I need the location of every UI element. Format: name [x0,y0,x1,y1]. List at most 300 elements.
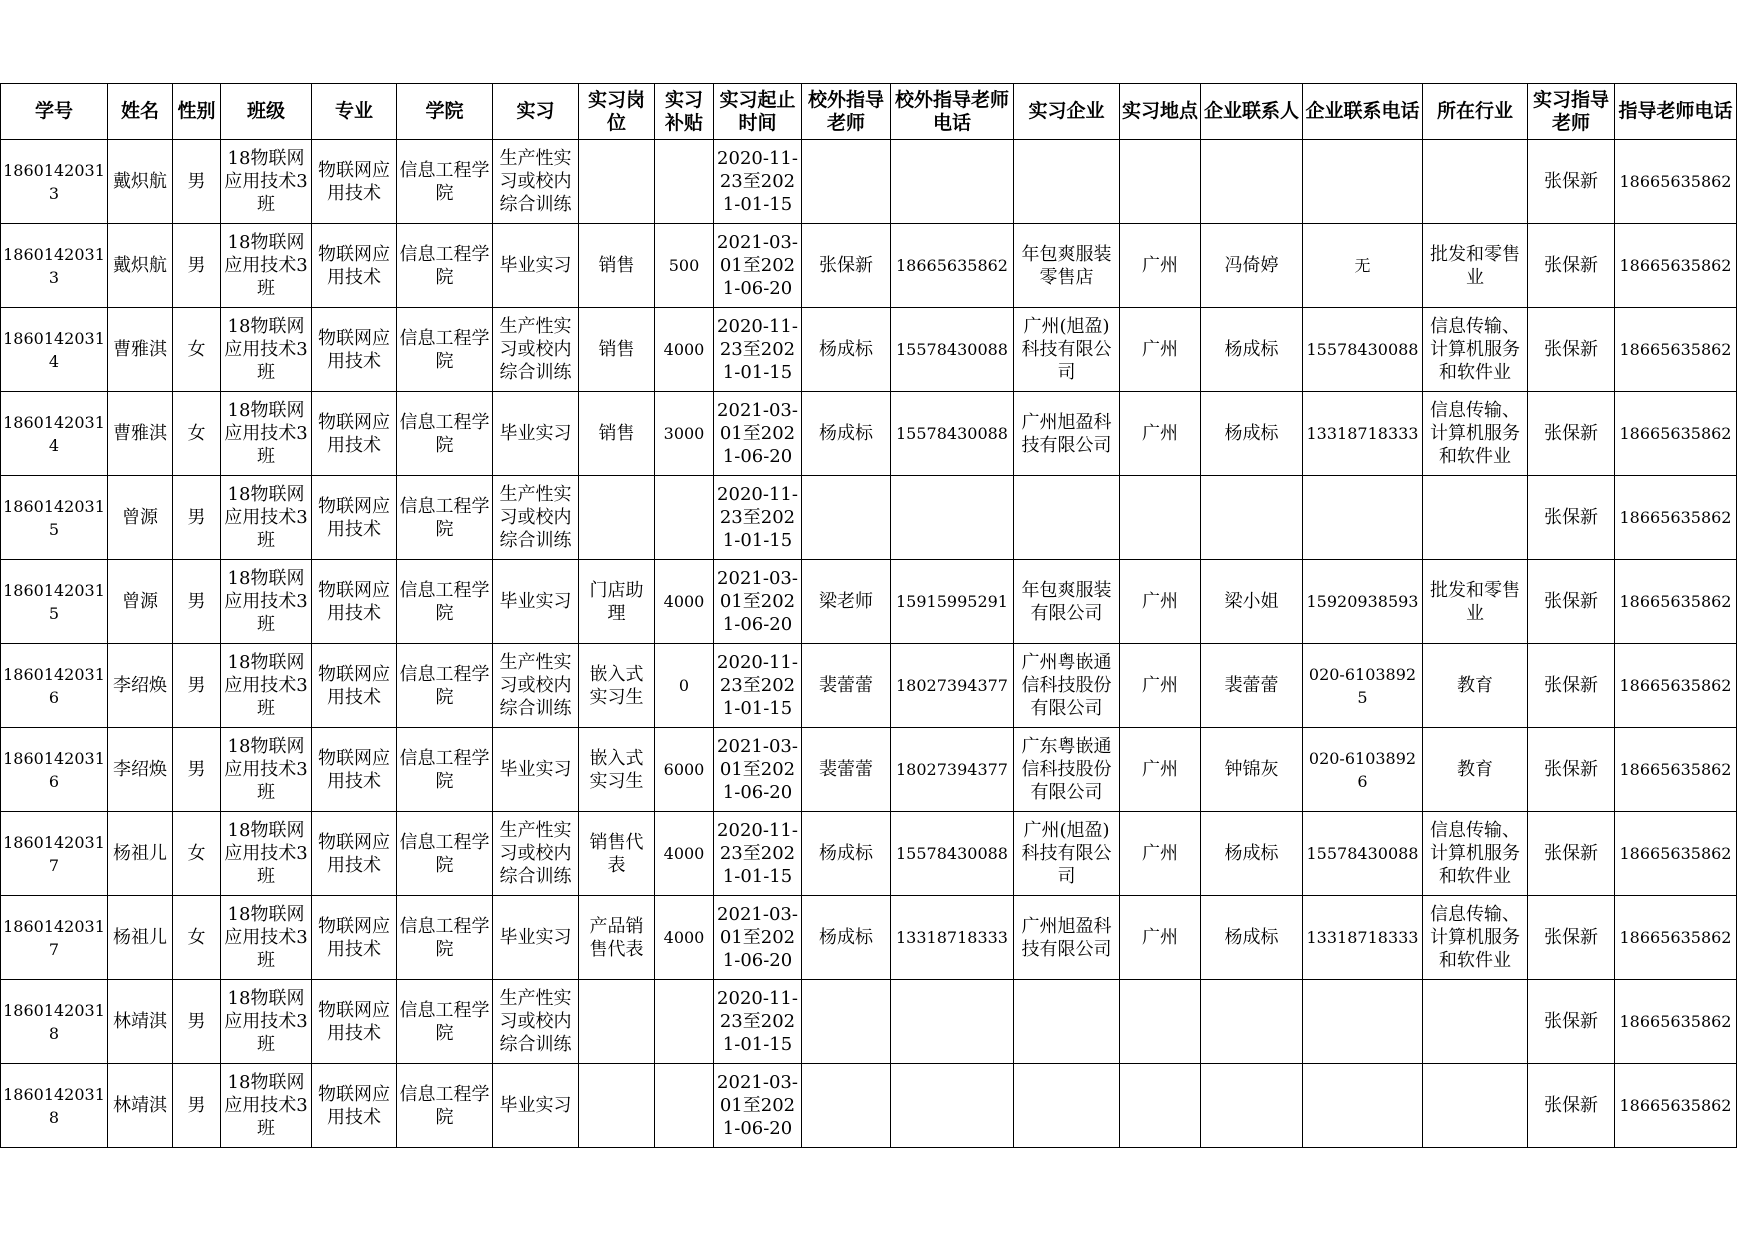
cell-supervisor-phone [1615,476,1737,560]
cell-internship-type [493,476,579,560]
cell-text: 男 [187,759,206,780]
cell-company-contact [1201,308,1303,392]
internship-sheet [0,83,1737,1148]
cell-internship-location [1120,308,1201,392]
cell-internship-period [714,728,802,812]
header-label: 班级 [246,100,285,122]
cell-internship-position [579,980,655,1064]
cell-internship-subsidy [655,560,714,644]
cell-text: 物联网应用技术 [318,915,390,960]
cell-text: 杨祖儿 [113,843,167,864]
table-row [1,644,1737,728]
cell-text: 曾源 [122,591,158,612]
cell-text: 信息工程学院 [399,327,490,372]
cell-text: 生产性实习或校内综合训练 [499,988,572,1055]
cell-company-contact-phone [1303,896,1423,980]
cell-text: 18601420314 [3,412,105,455]
cell-student-id [1,1064,108,1148]
cell-gender [173,476,221,560]
cell-student-id [1,728,108,812]
cell-student-id [1,644,108,728]
cell-internship-subsidy [655,476,714,560]
cell-text: 18665635862 [1619,424,1732,443]
cell-text: 广州 [1142,675,1178,696]
cell-text: 生产性实习或校内综合训练 [499,484,572,551]
cell-text: 毕业实习 [499,591,572,612]
cell-company-contact-phone [1303,1064,1423,1148]
cell-text: 男 [187,591,206,612]
cell-internship-position [579,308,655,392]
cell-internship-company [1014,560,1120,644]
cell-text: 18665635862 [1619,256,1732,275]
cell-industry [1423,1064,1528,1148]
cell-internship-company [1014,812,1120,896]
table-row [1,476,1737,560]
cell-gender [173,224,221,308]
cell-college [397,308,493,392]
cell-external-supervisor [802,560,891,644]
cell-text: 教育 [1457,675,1493,696]
cell-external-supervisor [802,1064,891,1148]
cell-student-id [1,308,108,392]
cell-text: 18665635862 [1619,1012,1732,1031]
cell-internship-company [1014,140,1120,224]
internship-table [0,83,1737,1148]
cell-text: 18601420313 [3,244,105,287]
cell-text: 杨成标 [819,423,873,444]
cell-student-id [1,812,108,896]
cell-text: 男 [187,1095,206,1116]
cell-external-supervisor [802,224,891,308]
cell-company-contact-phone [1303,644,1423,728]
cell-text: 销售 [598,423,635,444]
cell-supervisor-phone [1615,308,1737,392]
header-class [221,84,312,140]
cell-text: 信息工程学院 [399,1083,490,1128]
cell-name [108,896,173,980]
cell-text: 物联网应用技术 [318,831,390,876]
cell-external-supervisor [802,140,891,224]
cell-class [221,896,312,980]
cell-external-supervisor-phone [891,392,1014,476]
cell-text: 13318718333 [896,928,1008,947]
cell-text: 无 [1354,256,1371,275]
cell-text: 2021-03-01至2021-06-20 [717,400,798,467]
cell-text: 15578430088 [896,844,1008,863]
cell-text: 18027394377 [896,676,1008,695]
cell-text: 18物联网应用技术3班 [224,988,308,1055]
cell-text: 林靖淇 [113,1095,167,1116]
cell-student-id [1,980,108,1064]
header-row [1,84,1737,140]
cell-text: 18物联网应用技术3班 [224,736,308,803]
cell-internship-supervisor [1528,476,1615,560]
cell-internship-company [1014,224,1120,308]
cell-text: 物联网应用技术 [318,579,390,624]
cell-supervisor-phone [1615,224,1737,308]
cell-text: 18601420316 [3,748,105,791]
cell-company-contact-phone [1303,224,1423,308]
table-row [1,812,1737,896]
cell-internship-type [493,728,579,812]
header-label: 学号 [34,100,73,122]
cell-name [108,476,173,560]
cell-class [221,224,312,308]
cell-industry [1423,896,1528,980]
cell-text: 020-61038926 [1308,748,1417,791]
cell-text: 信息工程学院 [399,495,490,540]
cell-major [312,896,397,980]
cell-text: 6000 [663,760,705,779]
cell-industry [1423,728,1528,812]
header-label: 企业联系电话 [1305,100,1420,122]
cell-external-supervisor [802,728,891,812]
cell-external-supervisor [802,308,891,392]
cell-supervisor-phone [1615,392,1737,476]
cell-internship-type [493,140,579,224]
header-label: 指导老师电话 [1618,100,1733,122]
table-header [1,84,1737,140]
cell-company-contact-phone [1303,308,1423,392]
cell-name [108,644,173,728]
cell-text: 信息工程学院 [399,159,490,204]
cell-internship-position [579,812,655,896]
cell-external-supervisor-phone [891,812,1014,896]
cell-college [397,140,493,224]
cell-company-contact [1201,560,1303,644]
cell-company-contact [1201,392,1303,476]
cell-internship-location [1120,560,1201,644]
cell-gender [173,896,221,980]
cell-major [312,980,397,1064]
cell-text: 18物联网应用技术3班 [224,1072,308,1139]
cell-text: 杨成标 [1224,423,1279,444]
cell-external-supervisor-phone [891,896,1014,980]
cell-external-supervisor-phone [891,140,1014,224]
cell-internship-supervisor [1528,896,1615,980]
cell-text: 18601420318 [3,1000,105,1043]
cell-text: 4000 [663,592,705,611]
header-industry [1423,84,1528,140]
cell-text: 销售代表 [589,831,644,876]
cell-supervisor-phone [1615,980,1737,1064]
cell-internship-period [714,140,802,224]
cell-internship-position [579,140,655,224]
cell-text: 生产性实习或校内综合训练 [499,820,572,887]
cell-name [108,308,173,392]
header-name [108,84,173,140]
cell-text: 18物联网应用技术3班 [224,904,308,971]
cell-internship-company [1014,476,1120,560]
cell-text: 生产性实习或校内综合训练 [499,316,572,383]
cell-text: 门店助理 [589,579,644,624]
cell-text: 曹雅淇 [113,423,167,444]
cell-text: 信息工程学院 [399,663,490,708]
header-label: 实习指导老师 [1532,88,1609,134]
cell-internship-supervisor [1528,560,1615,644]
cell-text: 13318718333 [1306,424,1419,443]
cell-gender [173,140,221,224]
cell-company-contact [1201,140,1303,224]
cell-text: 4000 [663,844,705,863]
cell-internship-location [1120,392,1201,476]
cell-text: 李绍焕 [113,675,167,696]
cell-name [108,140,173,224]
cell-major [312,392,397,476]
cell-gender [173,812,221,896]
cell-internship-company [1014,1064,1120,1148]
cell-company-contact [1201,896,1303,980]
cell-text: 批发和零售业 [1430,579,1520,624]
cell-text: 18665635862 [1619,340,1732,359]
cell-internship-period [714,644,802,728]
cell-internship-position [579,1064,655,1148]
cell-text: 物联网应用技术 [318,243,390,288]
cell-internship-location [1120,476,1201,560]
cell-external-supervisor [802,980,891,1064]
cell-text: 生产性实习或校内综合训练 [499,652,572,719]
cell-text: 020-61038925 [1308,664,1417,707]
cell-text: 信息工程学院 [399,411,490,456]
cell-text: 男 [187,675,206,696]
cell-text: 15915995291 [896,592,1008,611]
cell-name [108,224,173,308]
cell-company-contact [1201,224,1303,308]
cell-internship-company [1014,392,1120,476]
cell-internship-supervisor [1528,644,1615,728]
cell-text: 信息工程学院 [399,915,490,960]
cell-company-contact-phone [1303,812,1423,896]
cell-class [221,140,312,224]
cell-major [312,308,397,392]
cell-text: 杨祖儿 [113,927,167,948]
cell-external-supervisor [802,812,891,896]
cell-college [397,476,493,560]
cell-text: 物联网应用技术 [318,747,390,792]
cell-student-id [1,392,108,476]
cell-college [397,812,493,896]
cell-internship-period [714,896,802,980]
cell-text: 信息工程学院 [399,747,490,792]
cell-supervisor-phone [1615,140,1737,224]
cell-text: 杨成标 [1224,339,1279,360]
cell-text: 杨成标 [819,927,873,948]
header-label: 实习企业 [1028,100,1105,122]
cell-text: 18601420317 [3,832,105,875]
cell-text: 物联网应用技术 [318,999,390,1044]
cell-text: 信息传输、计算机服务和软件业 [1430,400,1520,467]
cell-student-id [1,140,108,224]
cell-internship-position [579,560,655,644]
cell-text: 广东粤嵌通信科技股份有限公司 [1021,736,1112,803]
cell-internship-type [493,1064,579,1148]
cell-major [312,812,397,896]
cell-internship-period [714,224,802,308]
header-label: 性别 [177,100,216,122]
cell-supervisor-phone [1615,644,1737,728]
cell-text: 信息传输、计算机服务和软件业 [1430,904,1520,971]
cell-major [312,560,397,644]
cell-internship-company [1014,644,1120,728]
cell-internship-period [714,812,802,896]
cell-text: 18601420316 [3,664,105,707]
cell-internship-type [493,224,579,308]
cell-text: 18027394377 [896,760,1008,779]
cell-text: 梁老师 [819,591,873,612]
cell-text: 2021-03-01至2021-06-20 [717,904,798,971]
cell-internship-type [493,896,579,980]
cell-text: 18665635862 [896,256,1008,275]
cell-internship-location [1120,896,1201,980]
cell-internship-subsidy [655,728,714,812]
header-company-contact [1201,84,1303,140]
cell-text: 毕业实习 [499,927,572,948]
cell-text: 广州 [1142,927,1178,948]
cell-text: 曾源 [122,507,158,528]
cell-text: 物联网应用技术 [318,1083,390,1128]
cell-text: 18物联网应用技术3班 [224,232,308,299]
cell-external-supervisor-phone [891,728,1014,812]
cell-text: 嵌入式实习生 [589,663,644,708]
cell-company-contact [1201,644,1303,728]
cell-text: 2020-11-23至2021-01-15 [717,484,798,551]
cell-student-id [1,224,108,308]
cell-class [221,980,312,1064]
cell-internship-supervisor [1528,728,1615,812]
cell-internship-position [579,728,655,812]
cell-class [221,644,312,728]
cell-text: 女 [187,927,206,948]
cell-company-contact [1201,980,1303,1064]
cell-internship-position [579,644,655,728]
table-row [1,1064,1737,1148]
header-internship-company [1014,84,1120,140]
cell-text: 18665635862 [1619,172,1732,191]
cell-external-supervisor [802,392,891,476]
cell-internship-subsidy [655,644,714,728]
cell-text: 梁小姐 [1224,591,1279,612]
cell-text: 物联网应用技术 [318,411,390,456]
cell-company-contact-phone [1303,980,1423,1064]
cell-text: 0 [678,676,690,695]
cell-text: 15578430088 [1306,844,1419,863]
cell-internship-subsidy [655,1064,714,1148]
cell-supervisor-phone [1615,896,1737,980]
cell-text: 张保新 [1544,591,1598,612]
table-row [1,140,1737,224]
cell-company-contact-phone [1303,476,1423,560]
cell-college [397,560,493,644]
cell-major [312,644,397,728]
cell-text: 物联网应用技术 [318,663,390,708]
cell-text: 杨成标 [1224,843,1279,864]
cell-college [397,224,493,308]
cell-text: 广州旭盈科技有限公司 [1021,915,1112,960]
cell-industry [1423,560,1528,644]
cell-internship-location [1120,728,1201,812]
header-company-contact-phone [1303,84,1423,140]
cell-text: 杨成标 [819,339,873,360]
cell-text: 2020-11-23至2021-01-15 [717,820,798,887]
cell-student-id [1,560,108,644]
cell-text: 李绍焕 [113,759,167,780]
cell-internship-location [1120,140,1201,224]
cell-text: 杨成标 [819,843,873,864]
cell-gender [173,644,221,728]
cell-text: 广州(旭盈)科技有限公司 [1021,316,1112,383]
cell-text: 生产性实习或校内综合训练 [499,148,572,215]
cell-internship-position [579,476,655,560]
cell-name [108,812,173,896]
cell-gender [173,308,221,392]
header-internship-supervisor [1528,84,1615,140]
cell-text: 张保新 [1544,927,1598,948]
header-label: 校外指导老师 [807,88,884,134]
cell-text: 18601420314 [3,328,105,371]
cell-industry [1423,644,1528,728]
header-internship-type [493,84,579,140]
cell-text: 信息工程学院 [399,831,490,876]
cell-internship-supervisor [1528,140,1615,224]
cell-supervisor-phone [1615,1064,1737,1148]
table-row [1,980,1737,1064]
cell-text: 2021-03-01至2021-06-20 [717,1072,798,1139]
cell-text: 18物联网应用技术3班 [224,484,308,551]
header-label: 实习岗位 [587,88,645,134]
cell-class [221,476,312,560]
cell-text: 信息传输、计算机服务和软件业 [1430,316,1520,383]
cell-text: 信息传输、计算机服务和软件业 [1430,820,1520,887]
header-college [397,84,493,140]
table-row [1,308,1737,392]
cell-gender [173,980,221,1064]
cell-text: 毕业实习 [499,759,572,780]
cell-internship-location [1120,644,1201,728]
cell-text: 物联网应用技术 [318,159,390,204]
cell-college [397,644,493,728]
cell-text: 2020-11-23至2021-01-15 [717,988,798,1055]
cell-text: 戴炽航 [113,255,167,276]
cell-name [108,980,173,1064]
cell-internship-supervisor [1528,812,1615,896]
cell-text: 信息工程学院 [399,243,490,288]
cell-major [312,140,397,224]
cell-internship-subsidy [655,812,714,896]
cell-text: 张保新 [1544,759,1598,780]
cell-internship-type [493,392,579,476]
cell-external-supervisor-phone [891,476,1014,560]
cell-text: 18物联网应用技术3班 [224,148,308,215]
cell-text: 张保新 [1544,843,1598,864]
cell-industry [1423,392,1528,476]
cell-text: 张保新 [1544,339,1598,360]
header-label: 姓名 [120,100,159,122]
header-label: 学院 [425,100,464,122]
cell-text: 18物联网应用技术3班 [224,568,308,635]
cell-company-contact-phone [1303,560,1423,644]
cell-text: 戴炽航 [113,171,167,192]
cell-class [221,1064,312,1148]
cell-industry [1423,140,1528,224]
cell-text: 18物联网应用技术3班 [224,400,308,467]
cell-text: 18601420313 [3,160,105,203]
cell-internship-period [714,476,802,560]
header-label: 所在行业 [1436,100,1513,122]
cell-text: 信息工程学院 [399,579,490,624]
cell-text: 广州 [1142,759,1178,780]
cell-major [312,476,397,560]
cell-text: 3000 [663,424,705,443]
